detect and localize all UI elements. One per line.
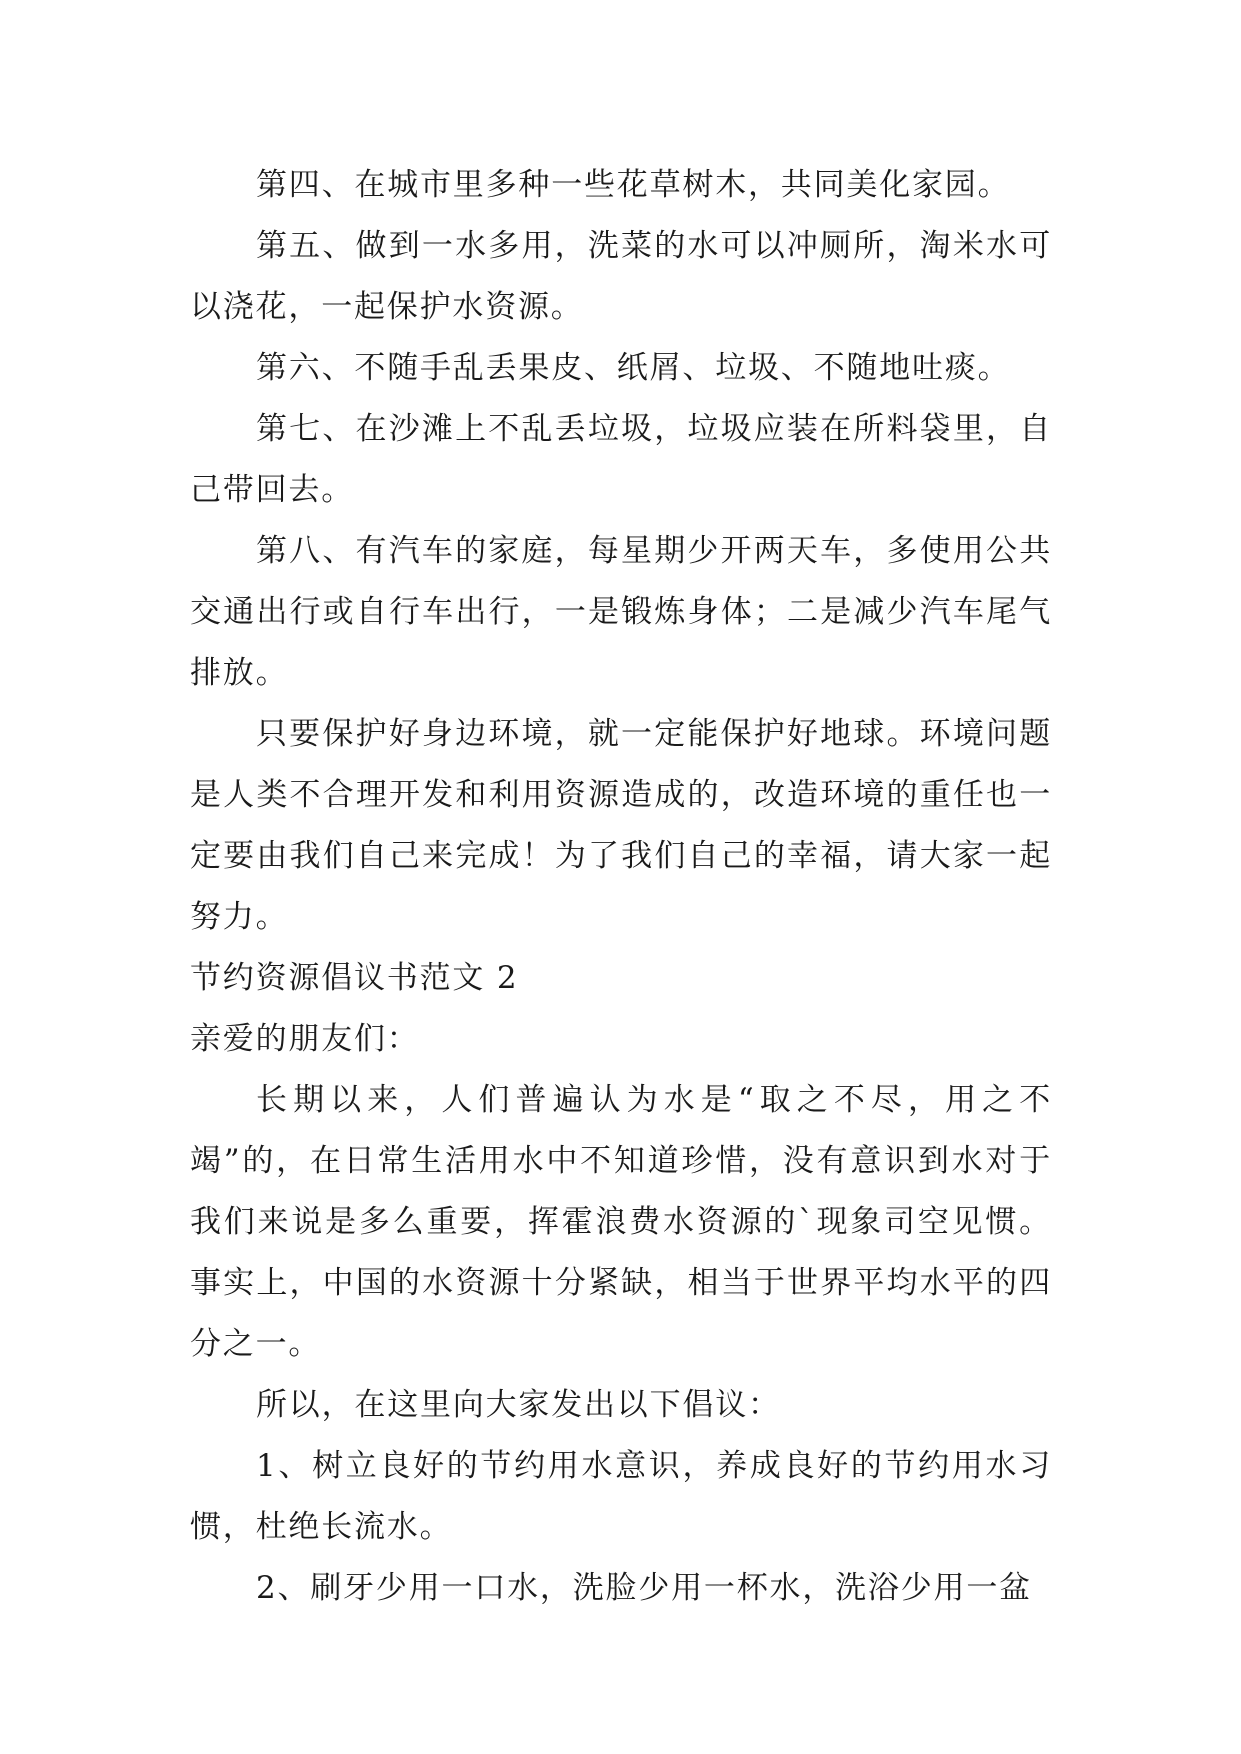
section-title: 节约资源倡议书范文 2 (190, 960, 519, 996)
salutation: 亲爱的朋友们： (190, 1021, 420, 1057)
proposal-item-2: 2、刷牙少用一口水，洗脸少用一杯水，洗浴少用一盆 (256, 1570, 1032, 1606)
document-body (190, 155, 1052, 1619)
paragraph-item-4: 第四、在城市里多种一些花草树木，共同美化家园。 (256, 167, 1011, 203)
paragraph-item-8: 第八、有汽车的家庭，每星期少开两天车，多使用公共交通出行或自行车出行，一是锻炼身体；二是减少汽车尾气排放。 (190, 533, 1052, 691)
intro-paragraph: 长期以来，人们普遍认为水是“取之不尽，用之不竭”的，在日常生活用水中不知道珍惜，没有意识到水对于我们来说是多么重要，挥霍浪费水资源的`现象司空见惯。事实上，中国的水资源十分紧缺，相当于世界平均水平的四分之一。 (190, 1082, 1052, 1362)
paragraph-item-5: 第五、做到一水多用，洗菜的水可以冲厕所，淘米水可以浇花，一起保护水资源。 (190, 228, 1052, 325)
proposal-item-1: 1、树立良好的节约用水意识，养成良好的节约用水习惯，杜绝长流水。 (190, 1448, 1052, 1545)
paragraph-item-7: 第七、在沙滩上不乱丢垃圾，垃圾应装在所料袋里，自己带回去。 (190, 411, 1052, 508)
closing-paragraph: 只要保护好身边环境，就一定能保护好地球。环境问题是人类不合理开发和利用资源造成的，改造环境的重任也一定要由我们自己来完成！为了我们自己的幸福，请大家一起努力。 (190, 716, 1052, 935)
proposal-lead: 所以，在这里向大家发出以下倡议： (256, 1387, 781, 1423)
paragraph-item-6: 第六、不随手乱丢果皮、纸屑、垃圾、不随地吐痰。 (256, 350, 1011, 386)
